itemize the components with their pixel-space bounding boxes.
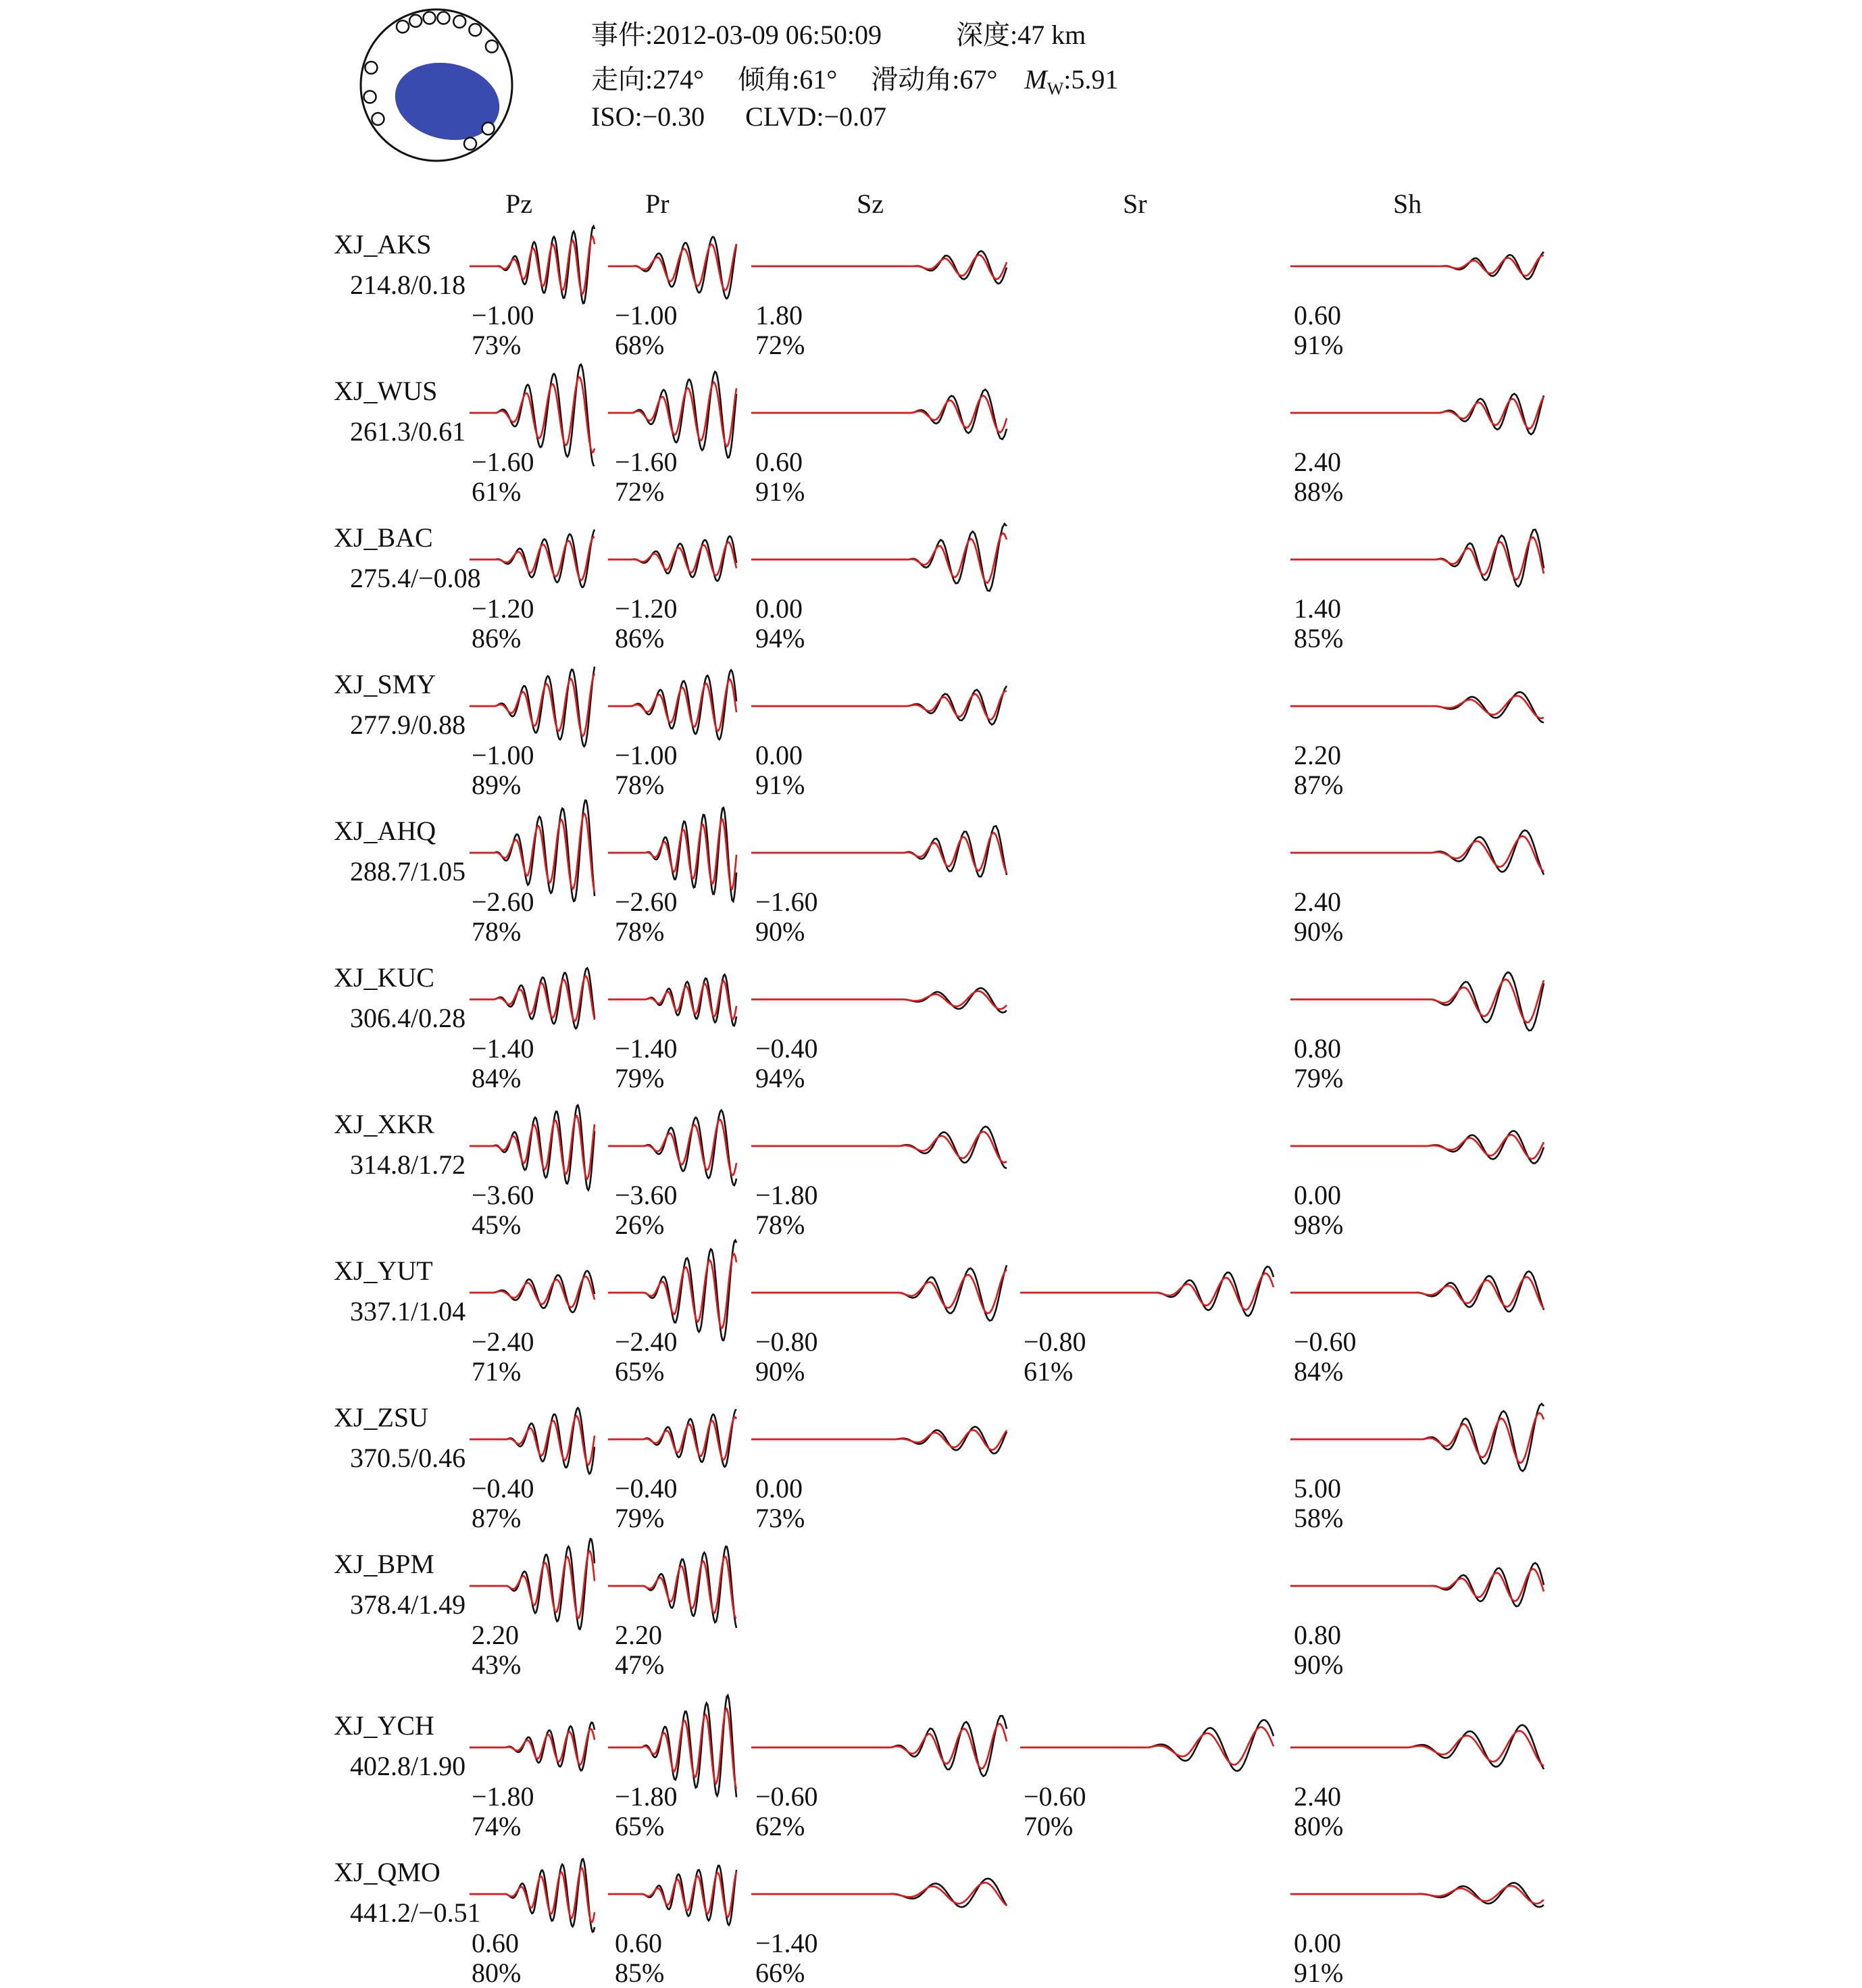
correlation-sh: 87% (1294, 770, 1344, 800)
strike-label: 走向: (591, 64, 653, 95)
synthetic-waveform (1290, 1731, 1544, 1766)
observed-waveform (1290, 1403, 1544, 1471)
time-shift-sz: 0.60 (755, 447, 803, 477)
time-shift-pr: −2.40 (615, 1326, 678, 1357)
time-shift-sh: 0.80 (1294, 1033, 1341, 1064)
time-shift-sh: 0.80 (1294, 1620, 1341, 1650)
station-name: XJ_BAC (334, 522, 433, 553)
station-azimuth-distance: 214.8/0.18 (350, 270, 466, 300)
station-azimuth-distance: 378.4/1.49 (350, 1589, 466, 1620)
observed-waveform (751, 251, 1007, 284)
observed-waveform (470, 1271, 595, 1313)
station-name: XJ_YCH (334, 1710, 434, 1741)
correlation-sz: 78% (755, 1210, 805, 1240)
correlation-sh: 80% (1294, 1811, 1344, 1841)
observed-waveform (751, 1716, 1007, 1776)
station-name: XJ_YUT (334, 1256, 433, 1286)
synthetic-waveform (751, 1132, 1007, 1163)
correlation-sz: 62% (755, 1811, 805, 1841)
synthetic-waveform (608, 382, 736, 447)
correlation-pz: 80% (472, 1958, 522, 1988)
station-name: XJ_XKR (334, 1109, 434, 1139)
correlation-sh: 85% (1294, 623, 1344, 653)
dip-label: 倾角: (738, 64, 800, 95)
correlation-pr: 65% (615, 1356, 665, 1387)
correlation-pr: 79% (615, 1503, 665, 1533)
correlation-pr: 78% (615, 770, 665, 800)
correlation-pr: 72% (615, 476, 665, 507)
time-shift-pr: −1.00 (615, 740, 678, 770)
station-azimuth-distance: 441.2/−0.51 (350, 1897, 481, 1928)
correlation-pz: 87% (472, 1503, 522, 1533)
time-shift-sh: 0.60 (1294, 300, 1341, 330)
time-shift-pr: −1.60 (615, 447, 678, 477)
column-header-pz: Pz (505, 189, 532, 219)
correlation-pr: 85% (615, 1958, 665, 1988)
correlation-pz: 86% (472, 623, 522, 653)
observed-waveform (608, 237, 736, 299)
synthetic-waveform (751, 533, 1007, 583)
time-shift-pz: −3.60 (472, 1180, 534, 1210)
synthetic-waveform (608, 820, 736, 889)
station-azimuth-distance: 261.3/0.61 (350, 416, 466, 447)
iso-label: ISO: (591, 101, 643, 132)
station-azimuth-distance: 402.8/1.90 (350, 1751, 466, 1781)
dip-value: 61° (799, 64, 838, 95)
time-shift-pr: −1.40 (615, 1033, 678, 1064)
time-shift-pr: 0.60 (615, 1928, 662, 1958)
correlation-pr: 47% (615, 1649, 665, 1680)
synthetic-waveform (608, 679, 736, 730)
station-azimuth-distance: 288.7/1.05 (350, 856, 466, 887)
correlation-sh: 88% (1294, 476, 1344, 507)
observed-waveform (608, 1547, 736, 1629)
time-shift-pz: 0.60 (472, 1928, 519, 1958)
observed-waveform (1290, 394, 1544, 434)
synthetic-waveform (751, 1430, 1007, 1450)
observed-waveform (1290, 972, 1544, 1030)
time-shift-sr: −0.60 (1024, 1781, 1086, 1812)
observed-waveform (751, 524, 1007, 591)
synthetic-waveform (1290, 1277, 1544, 1309)
time-shift-sh: 1.40 (1294, 593, 1341, 624)
station-azimuth-distance: 306.4/0.28 (350, 1003, 466, 1033)
synthetic-waveform (608, 1709, 736, 1789)
observed-waveform (470, 1539, 595, 1629)
time-shift-pz: −1.60 (472, 447, 534, 477)
time-shift-sr: −0.80 (1024, 1326, 1086, 1357)
station-azimuth-distance: 370.5/0.46 (350, 1443, 466, 1473)
time-shift-pr: 2.20 (615, 1620, 662, 1650)
time-shift-sz: −1.40 (755, 1928, 818, 1958)
correlation-pz: 61% (472, 476, 522, 507)
synthetic-waveform (470, 1551, 595, 1618)
observed-waveform (470, 226, 595, 303)
time-shift-sh: 0.00 (1294, 1180, 1341, 1210)
station-azimuth-distance: 314.8/1.72 (350, 1149, 466, 1180)
observed-waveform (1290, 530, 1544, 587)
time-shift-sz: −1.60 (755, 887, 818, 917)
time-shift-pz: −2.60 (472, 887, 534, 917)
station-name: XJ_SMY (334, 669, 436, 699)
observed-waveform (470, 530, 595, 587)
station-name: XJ_QMO (334, 1857, 441, 1887)
correlation-pr: 78% (615, 916, 665, 947)
rake-label: 滑动角: (871, 64, 960, 95)
time-shift-sz: −1.80 (755, 1180, 818, 1210)
event-label: 事件: (591, 20, 653, 50)
synthetic-waveform (1020, 1273, 1274, 1310)
correlation-sz: 94% (755, 623, 805, 653)
observed-waveform (1020, 1720, 1274, 1770)
mw-label: $M_W$: (1024, 64, 1072, 99)
correlation-pz: 45% (472, 1210, 522, 1240)
correlation-sz: 73% (755, 1503, 805, 1533)
observed-waveform (751, 1126, 1007, 1168)
correlation-sz: 91% (755, 476, 805, 507)
time-shift-sh: 2.40 (1294, 447, 1341, 477)
correlation-sr: 70% (1024, 1811, 1074, 1841)
correlation-sh: 98% (1294, 1210, 1344, 1240)
station-azimuth-distance: 275.4/−0.08 (350, 563, 481, 593)
correlation-sh: 91% (1294, 330, 1344, 360)
time-shift-pz: −1.00 (472, 300, 534, 330)
time-shift-sz: −0.40 (755, 1033, 818, 1064)
observed-waveform (608, 372, 736, 457)
synthetic-waveform (1290, 1135, 1544, 1159)
correlation-sh: 90% (1294, 916, 1344, 947)
synthetic-waveform (608, 543, 736, 576)
time-shift-pr: −2.60 (615, 887, 678, 917)
column-header-pr: Pr (645, 189, 670, 219)
correlation-pr: 79% (615, 1063, 665, 1093)
station-name: XJ_AHQ (334, 816, 436, 846)
depth-label: 深度: (956, 20, 1018, 50)
time-shift-pz: 2.20 (472, 1620, 519, 1650)
time-shift-pr: −0.40 (615, 1473, 678, 1504)
event-time: 2012-03-09 06:50:09 (653, 20, 882, 50)
time-shift-pz: −1.00 (472, 740, 534, 770)
correlation-pz: 71% (472, 1356, 522, 1387)
correlation-sz: 72% (755, 330, 805, 360)
synthetic-waveform (1020, 1727, 1274, 1765)
correlation-pr: 86% (615, 623, 665, 653)
column-header-sh: Sh (1393, 189, 1422, 219)
time-shift-sz: 1.80 (755, 300, 803, 330)
correlation-pz: 89% (472, 770, 522, 800)
observed-waveform (751, 1879, 1007, 1907)
synthetic-waveform (1290, 836, 1544, 871)
iso-value: −0.30 (642, 101, 705, 132)
synthetic-waveform (1290, 1569, 1544, 1601)
mw-value: 5.91 (1071, 64, 1119, 95)
time-shift-pr: −3.60 (615, 1180, 678, 1210)
time-shift-sh: 2.20 (1294, 740, 1341, 770)
correlation-pr: 65% (615, 1811, 665, 1841)
station-name: XJ_AKS (334, 229, 432, 259)
time-shift-sz: −0.60 (755, 1781, 818, 1812)
correlation-pz: 84% (472, 1063, 522, 1093)
observed-waveform (751, 826, 1007, 876)
station-azimuth-distance: 337.1/1.04 (350, 1296, 466, 1326)
strike-value: 274° (653, 64, 705, 95)
time-shift-sz: 0.00 (755, 740, 803, 770)
time-shift-sh: 0.00 (1294, 1928, 1341, 1958)
correlation-sr: 61% (1024, 1356, 1074, 1387)
time-shift-pr: −1.20 (615, 593, 678, 624)
station-name: XJ_WUS (334, 376, 438, 406)
synthetic-waveform (470, 377, 595, 453)
correlation-pz: 43% (472, 1649, 522, 1680)
observed-waveform (608, 1110, 736, 1185)
synthetic-waveform (1290, 1413, 1544, 1463)
synthetic-waveform (470, 814, 595, 893)
correlation-sz: 90% (755, 916, 805, 947)
time-shift-pz: −1.80 (472, 1781, 534, 1812)
clvd-label: CLVD: (745, 101, 824, 132)
correlation-pz: 78% (472, 916, 522, 947)
synthetic-waveform (751, 1270, 1007, 1314)
synthetic-waveform (1290, 255, 1544, 276)
correlation-sz: 91% (755, 770, 805, 800)
station-name: XJ_BPM (334, 1549, 434, 1579)
correlation-sz: 90% (755, 1356, 805, 1387)
time-shift-sh: −0.60 (1294, 1326, 1357, 1357)
correlation-sh: 90% (1294, 1649, 1344, 1680)
synthetic-waveform (751, 395, 1007, 432)
station-azimuth-distance: 277.9/0.88 (350, 710, 466, 740)
synthetic-waveform (1290, 979, 1544, 1022)
time-shift-pz: −2.40 (472, 1326, 534, 1357)
column-header-sz: Sz (857, 189, 884, 219)
time-shift-pz: −0.40 (472, 1473, 534, 1504)
observed-waveform (608, 1240, 736, 1340)
correlation-sz: 66% (755, 1958, 805, 1988)
synthetic-waveform (608, 1871, 736, 1917)
synthetic-waveform (751, 1724, 1007, 1768)
correlation-pz: 74% (472, 1811, 522, 1841)
correlation-sh: 84% (1294, 1356, 1344, 1387)
time-shift-pr: −1.80 (615, 1781, 678, 1812)
clvd-value: −0.07 (824, 101, 887, 132)
observed-waveform (751, 988, 1007, 1012)
correlation-pr: 26% (615, 1210, 665, 1240)
time-shift-pr: −1.00 (615, 300, 678, 330)
observed-waveform (751, 389, 1007, 439)
synthetic-waveform (470, 976, 595, 1021)
time-shift-sh: 5.00 (1294, 1473, 1341, 1504)
observed-waveform (1290, 692, 1544, 722)
time-shift-sz: 0.00 (755, 593, 803, 624)
correlation-pz: 73% (472, 330, 522, 360)
observed-waveform (1290, 1131, 1544, 1164)
station-name: XJ_KUC (334, 962, 434, 993)
time-shift-pz: −1.40 (472, 1033, 534, 1064)
correlation-sz: 94% (755, 1063, 805, 1093)
time-shift-pz: −1.20 (472, 593, 534, 624)
correlation-sh: 58% (1294, 1503, 1344, 1533)
rake-value: 67° (959, 64, 998, 95)
station-name: XJ_ZSU (334, 1402, 429, 1433)
correlation-sh: 91% (1294, 1958, 1344, 1988)
correlation-sh: 79% (1294, 1063, 1344, 1093)
time-shift-sh: 2.40 (1294, 1781, 1341, 1812)
correlation-pr: 68% (615, 330, 665, 360)
depth-value: 47 km (1017, 20, 1086, 50)
time-shift-sh: 2.40 (1294, 887, 1341, 917)
time-shift-sz: −0.80 (755, 1326, 818, 1357)
time-shift-sz: 0.00 (755, 1473, 803, 1504)
observed-waveform (1290, 1271, 1544, 1312)
column-header-sr: Sr (1123, 189, 1147, 219)
